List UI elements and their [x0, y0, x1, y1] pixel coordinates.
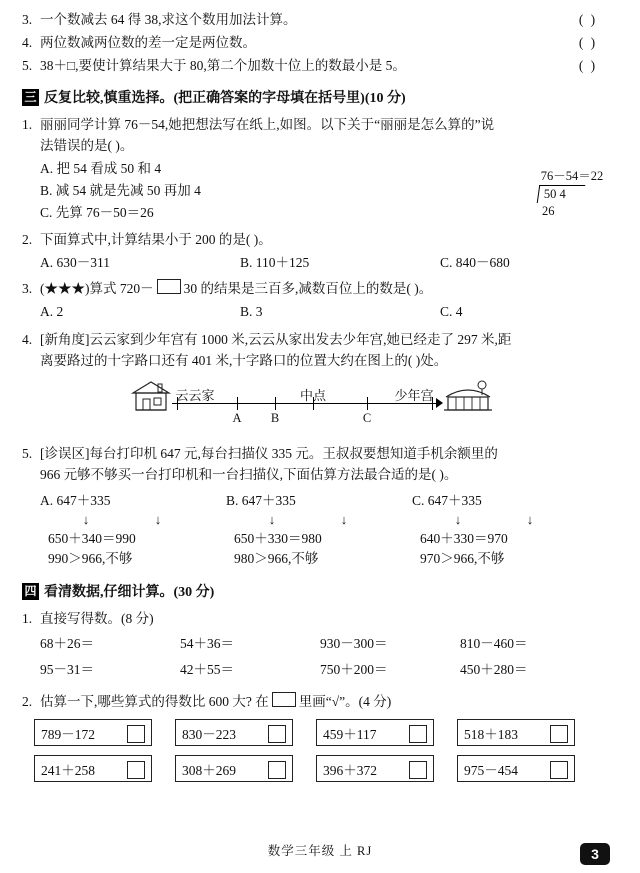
calc-row-2	[40, 657, 618, 683]
expression-column	[316, 719, 457, 791]
palace-icon	[442, 379, 494, 418]
section-badge: 四	[22, 583, 39, 600]
calc-row-1	[40, 631, 618, 657]
expression-text: 396＋372	[323, 762, 377, 778]
item-text-cont: 30 的结果是三百多,减数百位上的数是( )。	[183, 281, 433, 296]
choice-question-1	[22, 114, 618, 156]
choice-question-4	[22, 329, 618, 371]
item-number: 5.	[22, 58, 33, 73]
expression-box[interactable]	[175, 719, 293, 746]
item-text-cont: 法错误的是( )。	[40, 138, 134, 153]
down-arrow-icon: ↓	[526, 512, 534, 527]
point-label-a: A	[232, 411, 242, 425]
label-palace: 少年宫	[394, 388, 434, 403]
label-home: 云云家	[175, 388, 215, 403]
option-a[interactable]: A. 630－311	[40, 255, 110, 270]
expression-text: 308＋269	[182, 762, 236, 778]
item-text-cont: 里画“√”。(4 分)	[298, 694, 392, 709]
checkbox[interactable]	[127, 725, 145, 743]
number-line-figure	[22, 377, 618, 439]
item-text: 丽丽同学计算 76－54,她把想法写在纸上,如图。以下关于“丽丽是怎么算的”说	[40, 117, 495, 132]
expression-column	[457, 719, 598, 791]
calc-expression[interactable]: 95－31＝	[40, 662, 94, 677]
judge-item	[22, 56, 618, 76]
checkbox[interactable]	[409, 725, 427, 743]
item-number: 2.	[22, 694, 33, 709]
checkbox[interactable]	[550, 725, 568, 743]
item-text: 每台打印机 647 元,每台扫描仪 335 元。王叔叔要想知道手机余额里的	[89, 446, 498, 461]
choice-question-3	[22, 278, 618, 299]
section-badge: 三	[22, 89, 39, 106]
choice-question-2	[22, 229, 618, 250]
answer-parenthesis[interactable]: ( )	[578, 35, 598, 50]
down-arrow-icon: ↓	[268, 512, 276, 527]
option-c[interactable]: C. 先算 76－50＝26	[40, 205, 154, 220]
item-text-cont: 离要路过的十字路口还有 401 米,十字路口的位置大约在图上的( )处。	[40, 353, 448, 368]
figure-line-3: 26	[542, 204, 555, 218]
answer-parenthesis[interactable]: ( )	[578, 58, 598, 73]
section-title: 看清数据,仔细计算。(30 分)	[44, 585, 215, 600]
item-text: 两位数减两位数的差一定是两位数。	[40, 35, 256, 50]
expression-text: 518＋183	[464, 726, 518, 742]
option-b[interactable]: B. 减 54 就是先减 50 再加 4	[40, 183, 201, 198]
figure-line-2: 50 4	[537, 185, 586, 203]
page-content	[22, 10, 618, 791]
item-number: 4.	[22, 332, 33, 347]
label-midpoint: 中点	[299, 388, 327, 403]
point-label-b: B	[270, 411, 280, 425]
option-b[interactable]: B. 3	[240, 304, 263, 319]
item-text-cont: 966 元够不够买一台打印机和一台扫描仪,下面估算方法最合适的是( )。	[40, 467, 458, 482]
expression-text: 789－172	[41, 726, 95, 742]
arrow-row	[236, 512, 412, 528]
figure-line-1: 76－54＝22	[540, 169, 604, 183]
expression-box-grid	[34, 719, 618, 791]
checkbox[interactable]	[409, 761, 427, 779]
checkbox[interactable]	[127, 761, 145, 779]
question-tag: [诊误区]	[40, 446, 90, 461]
expression-column	[34, 719, 175, 791]
option-c: C. 647＋335	[412, 493, 482, 508]
judge-item	[22, 33, 618, 53]
q1-side-figure	[512, 168, 632, 220]
difficulty-stars: (★★★)	[40, 281, 90, 296]
item-number: 4.	[22, 35, 33, 50]
down-arrow-icon: ↓	[454, 512, 462, 527]
answer-parenthesis[interactable]: ( )	[578, 12, 598, 27]
question-tag: [新角度]	[40, 332, 90, 347]
compute-question-1	[22, 608, 618, 629]
tick-c	[367, 397, 368, 410]
estimation-option-a[interactable]	[40, 489, 226, 569]
estimation-line-2: 970＞966,不够	[420, 551, 505, 566]
calc-expression[interactable]: 54＋36＝	[180, 636, 234, 651]
option-b: B. 647＋335	[226, 493, 296, 508]
arrow-row	[422, 512, 598, 528]
item-number: 2.	[22, 232, 33, 247]
estimation-line-1: 640＋330＝970	[420, 531, 508, 546]
item-text: 直接写得数。(8 分)	[40, 611, 154, 626]
section-heading-four	[22, 581, 618, 601]
item-text: 估算一下,哪些算式的得数比 600 大? 在	[40, 694, 269, 709]
expression-box[interactable]	[34, 755, 152, 782]
checkbox[interactable]	[550, 761, 568, 779]
choice-question-5	[22, 443, 618, 485]
option-a[interactable]: A. 2	[40, 304, 64, 319]
expression-text: 975－454	[464, 762, 518, 778]
option-b[interactable]: B. 110＋125	[240, 255, 310, 270]
arrow-row	[50, 512, 226, 528]
down-arrow-icon: ↓	[82, 512, 90, 527]
calc-expression[interactable]: 68＋26＝	[40, 636, 94, 651]
estimation-line-1: 650＋340＝990	[48, 531, 136, 546]
page-footer	[0, 841, 640, 859]
checkbox[interactable]	[268, 725, 286, 743]
number-line-arrow	[436, 398, 443, 408]
item-number: 3.	[22, 281, 33, 296]
expression-box[interactable]	[457, 755, 575, 782]
fill-blank-box[interactable]	[157, 279, 181, 294]
estimation-line-2: 980＞966,不够	[234, 551, 319, 566]
calc-expression[interactable]: 450＋280＝	[460, 662, 528, 677]
down-arrow-icon: ↓	[154, 512, 162, 527]
expression-text: 241＋258	[41, 762, 95, 778]
down-arrow-icon: ↓	[340, 512, 348, 527]
item-number: 1.	[22, 611, 33, 626]
item-text: 下面算式中,计算结果小于 200 的是( )。	[40, 232, 272, 247]
item-text: 算式 720－	[89, 281, 154, 296]
estimation-option-c[interactable]	[412, 489, 598, 569]
section-title: 反复比较,慎重选择。(把正确答案的字母填在括号里)(10 分)	[44, 91, 406, 106]
estimation-line-2: 990＞966,不够	[48, 551, 133, 566]
item-text: 一个数减去 64 得 38,求这个数用加法计算。	[40, 12, 297, 27]
expression-box[interactable]	[457, 719, 575, 746]
tick-b	[275, 397, 276, 410]
expression-box[interactable]	[316, 755, 434, 782]
estimation-line-1: 650＋330＝980	[234, 531, 322, 546]
point-label-c: C	[362, 411, 372, 425]
option-c[interactable]: C. 4	[440, 304, 463, 319]
item-number: 3.	[22, 12, 33, 27]
expression-box[interactable]	[34, 719, 152, 746]
expression-box[interactable]	[316, 719, 434, 746]
tick-a	[237, 397, 238, 410]
option-a: A. 647＋335	[40, 493, 111, 508]
expression-text: 459＋117	[323, 726, 377, 742]
option-row	[40, 252, 618, 273]
calc-expression[interactable]: 42＋55＝	[180, 662, 234, 677]
item-text: 云云家到少年宫有 1000 米,云云从家出发去少年宫,她已经走了 297 米,距	[89, 332, 512, 347]
expression-box[interactable]	[175, 755, 293, 782]
estimation-options	[40, 489, 618, 569]
item-number: 1.	[22, 117, 33, 132]
expression-column	[175, 719, 316, 791]
page-number-badge: 3	[580, 843, 610, 865]
calc-expression[interactable]: 750＋200＝	[320, 662, 388, 677]
house-icon	[130, 379, 172, 418]
footer-text: 数学三年级 上 RJ	[267, 844, 373, 858]
estimation-option-b[interactable]	[226, 489, 412, 569]
compute-question-2	[22, 691, 618, 712]
checkbox[interactable]	[268, 761, 286, 779]
judge-item	[22, 10, 618, 30]
option-a[interactable]: A. 把 54 看成 50 和 4	[40, 161, 162, 176]
option-row	[40, 301, 618, 322]
expression-text: 830－223	[182, 726, 236, 742]
item-text: 38＋□,要使计算结果大于 80,第二个加数十位上的数最小是 5。	[40, 58, 406, 73]
option-c[interactable]: C. 840－680	[440, 255, 510, 270]
calc-expression[interactable]: 810－460＝	[460, 636, 528, 651]
check-blank-box[interactable]	[272, 692, 296, 707]
calc-expression[interactable]: 930－300＝	[320, 636, 388, 651]
section-heading-three	[22, 87, 618, 107]
item-number: 5.	[22, 446, 33, 461]
